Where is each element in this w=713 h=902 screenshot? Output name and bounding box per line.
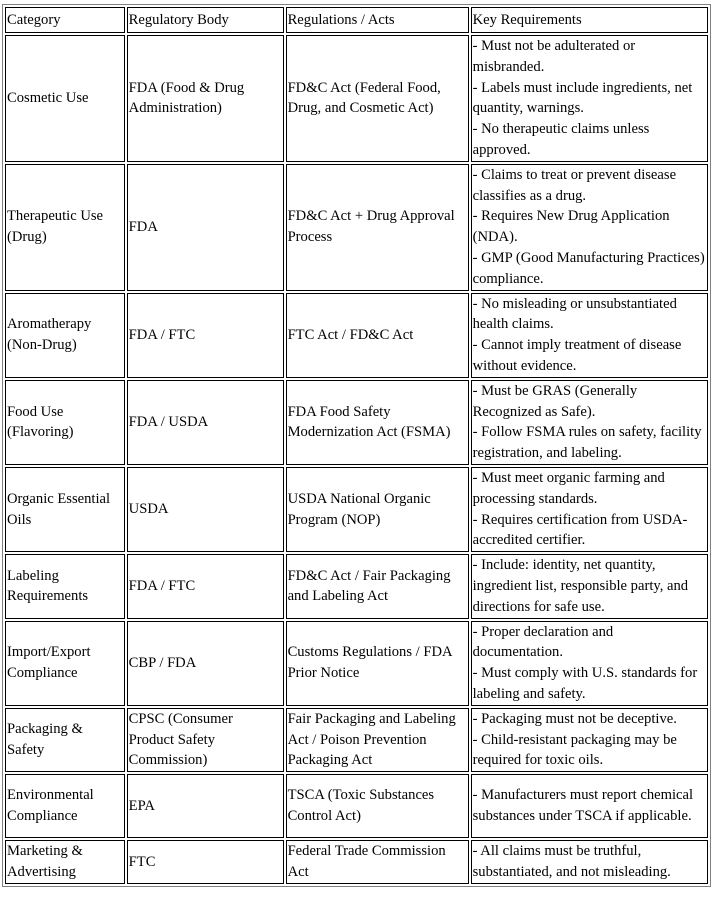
requirement-item: - No misleading or unsubstantiated health claims. <box>472 295 677 333</box>
header-regulations-acts: Regulations / Acts <box>286 7 469 33</box>
header-key-requirements: Key Requirements <box>471 7 708 33</box>
key-requirements-cell <box>471 164 708 291</box>
table-row <box>5 840 708 884</box>
requirement-item: - Claims to treat or prevent disease classifies as a drug. <box>472 166 677 204</box>
key-requirements-cell <box>471 708 708 772</box>
requirement-item: - Must be GRAS (Generally Recognized as Safe). <box>472 382 638 420</box>
regulatory-body-cell: EPA <box>127 774 284 838</box>
table-row <box>5 467 708 552</box>
regulations-acts-cell: FD&C Act + Drug Approval Process <box>286 164 469 291</box>
regulatory-body-cell: FTC <box>127 840 284 884</box>
category-cell: Labeling Requirements <box>5 554 125 618</box>
category-cell: Marketing & Advertising <box>5 840 125 884</box>
table-row <box>5 554 708 618</box>
regulations-table <box>2 4 711 887</box>
key-requirements-cell <box>471 467 708 552</box>
requirement-item: - Must not be adulterated or misbranded. <box>472 38 636 75</box>
category-cell: Therapeutic Use (Drug) <box>5 164 125 291</box>
category-cell: Food Use (Flavoring) <box>5 380 125 465</box>
requirement-item: - Packaging must not be deceptive. <box>472 710 677 727</box>
requirement-item: - Requires New Drug Application (NDA). <box>472 208 670 246</box>
requirement-item: - Requires certification from USDA-accredited certifier. <box>472 511 688 549</box>
requirement-item: - Manufacturers must report chemical substances under TSCA if applicable. <box>472 787 694 825</box>
regulatory-body-cell: FDA (Food & Drug Administration) <box>127 35 284 162</box>
regulations-acts-cell: Customs Regulations / FDA Prior Notice <box>286 621 469 706</box>
table-header-row <box>5 7 708 33</box>
regulatory-body-cell: CBP / FDA <box>127 621 284 706</box>
requirement-item: - Labels must include ingredients, net quantity, warnings. <box>472 79 693 117</box>
requirement-item: - GMP (Good Manufacturing Practices) compliance. <box>472 249 705 287</box>
category-cell: Aromatherapy (Non-Drug) <box>5 293 125 378</box>
requirement-item: - Must meet organic farming and processing standards. <box>472 469 665 507</box>
requirement-item: - Proper declaration and documentation. <box>472 623 614 661</box>
table-body <box>5 35 708 884</box>
regulatory-body-cell: USDA <box>127 467 284 552</box>
table-row <box>5 164 708 291</box>
regulatory-body-cell: FDA / FTC <box>127 554 284 618</box>
table-row <box>5 621 708 706</box>
regulations-acts-cell: USDA National Organic Program (NOP) <box>286 467 469 552</box>
requirement-item: - Must comply with U.S. standards for labeling and safety. <box>472 665 698 702</box>
key-requirements-cell <box>471 293 708 378</box>
regulatory-body-cell: FDA / USDA <box>127 380 284 465</box>
key-requirements-cell <box>471 380 708 465</box>
category-cell: Packaging & Safety <box>5 708 125 772</box>
regulations-acts-cell: FD&C Act (Federal Food, Drug, and Cosmetic Act) <box>286 35 469 162</box>
category-cell: Organic Essential Oils <box>5 467 125 552</box>
category-cell: Cosmetic Use <box>5 35 125 162</box>
category-cell: Import/Export Compliance <box>5 621 125 706</box>
requirement-item: - Cannot imply treatment of disease without evidence. <box>472 337 682 374</box>
table-row <box>5 708 708 772</box>
table-row <box>5 774 708 838</box>
requirement-item: - Include: identity, net quantity, ingredient list, responsible party, and directions for safe use. <box>472 557 689 615</box>
requirement-item: - No therapeutic claims unless approved. <box>472 121 650 158</box>
regulations-acts-cell: FD&C Act / Fair Packaging and Labeling Act <box>286 554 469 618</box>
regulations-acts-cell: FDA Food Safety Modernization Act (FSMA) <box>286 380 469 465</box>
key-requirements-cell <box>471 554 708 618</box>
regulations-acts-cell: TSCA (Toxic Substances Control Act) <box>286 774 469 838</box>
requirement-item: - Follow FSMA rules on safety, facility registration, and labeling. <box>472 424 702 462</box>
table-row <box>5 35 708 162</box>
header-regulatory-body: Regulatory Body <box>127 7 284 33</box>
regulations-acts-cell: FTC Act / FD&C Act <box>286 293 469 378</box>
requirement-item: - Child-resistant packaging may be required for toxic oils. <box>472 731 677 769</box>
regulatory-body-cell: CPSC (Consumer Product Safety Commission) <box>127 708 284 772</box>
requirement-item: - All claims must be truthful, substantiated, and not misleading. <box>472 843 671 881</box>
table-row <box>5 293 708 378</box>
regulations-acts-cell: Fair Packaging and Labeling Act / Poison Prevention Packaging Act <box>286 708 469 772</box>
category-cell: Environmental Compliance <box>5 774 125 838</box>
regulatory-body-cell: FDA / FTC <box>127 293 284 378</box>
table-row <box>5 380 708 465</box>
regulations-acts-cell: Federal Trade Commission Act <box>286 840 469 884</box>
key-requirements-cell <box>471 621 708 706</box>
key-requirements-cell <box>471 774 708 838</box>
key-requirements-cell <box>471 35 708 162</box>
key-requirements-cell <box>471 840 708 884</box>
regulatory-body-cell: FDA <box>127 164 284 291</box>
header-category: Category <box>5 7 125 33</box>
